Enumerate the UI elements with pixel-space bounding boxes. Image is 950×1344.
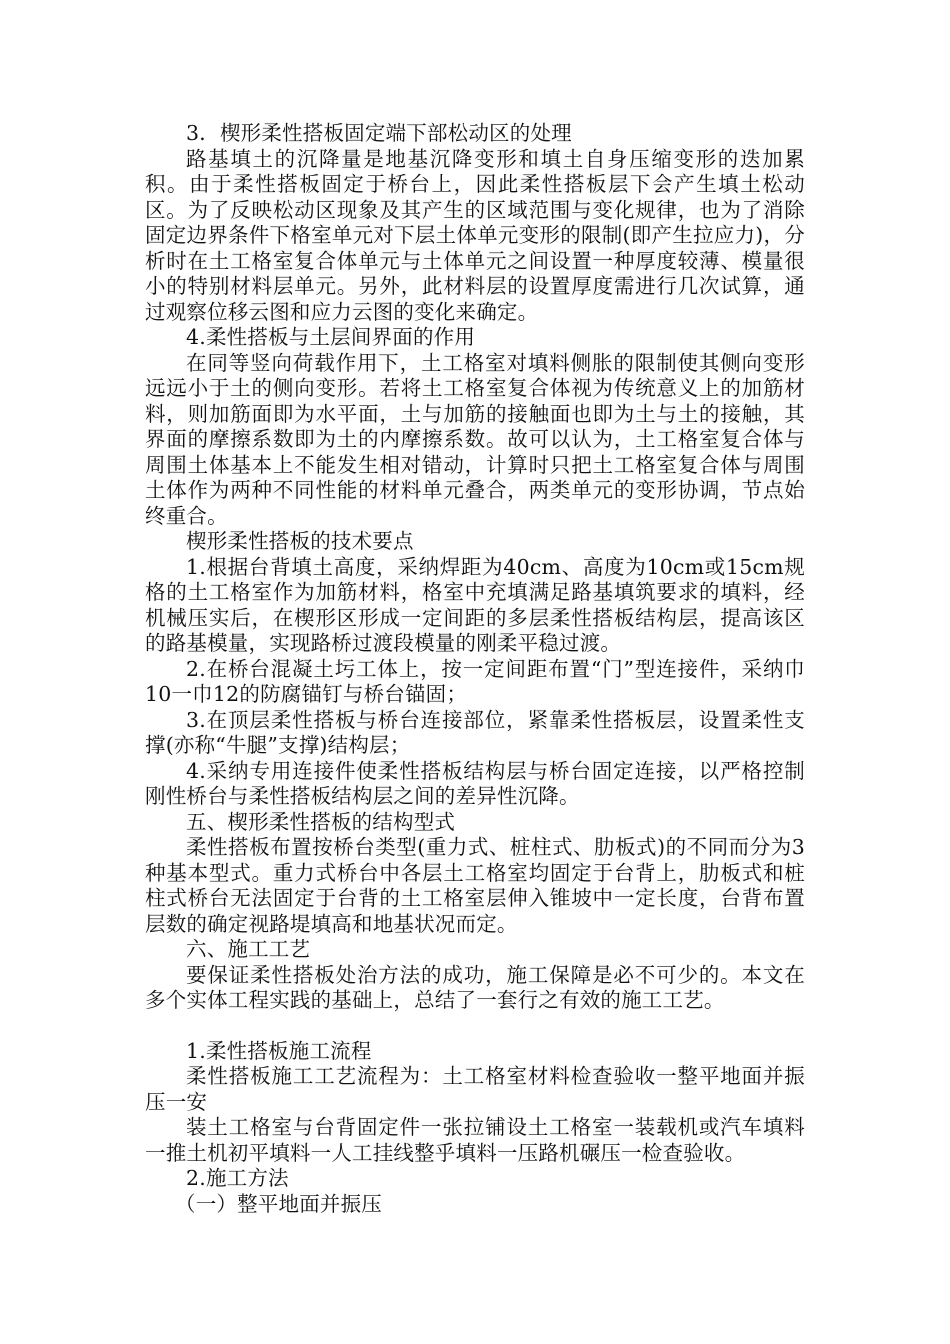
subsection-heading-flow: 1.柔性搭板施工流程 [186,1038,372,1063]
section-heading-6: 六、施工工艺 [186,937,311,961]
paragraph-flow-part-1: 柔性搭板施工工艺流程为：土工格室材料检查验收一整平地面并振压一安 [145,1064,805,1114]
section-heading-5: 五、楔形柔性搭板的结构型式 [186,809,456,834]
paragraph-loose-zone: 路基填土的沉降量是地基沉降变形和填土自身压缩变形的迭加累积。由于柔性搭板固定于桥台上，因此柔性搭板层下会产生填土松动区。为了反映松动区现象及其产生的区域范围与变化规律，也为了消除固定边界条件下格室单元对下层土体单元变形的限制(即产生拉应力)，分析时在土工格室复合体单元与土体单元之间设置一种厚度较薄、模量很小的特别材料层单元。另外，此材料层的设置厚度需进行几次试算，通过观察位移云图和应力云图的变化来确定。 [145,146,805,324]
subsection-heading-leveling: （一）整平地面并振压 [175,1191,382,1216]
tech-point-2: 2.在桥台混凝土圬工体上，按一定间距布置“门”型连接件，采纳巾10一巾12的防腐锚钉与桥台锚固； [145,656,805,706]
section-heading-4: 4.柔性搭板与土层间界面的作用 [186,325,476,349]
paragraph-structure-types: 柔性搭板布置按桥台类型(重力式、桩柱式、肋板式)的不同而分为3种基本型式。重力式桥台中各层土工格室均固定于台背上，肋板式和桩柱式桥台无法固定于台背的土工格室层伸入锥坡中一定长度，台背布置层数的确定视路堤填高和地基状况而定。 [145,835,805,936]
tech-point-1: 1.根据台背填土高度，采纳焊距为40cm、高度为10cm或15cm规格的土工格室作为加筋材料，格室中充填满足路基填筑要求的填料，经机械压实后，在楔形区形成一定间距的多层柔性搭板结构层，提高该区的路基模量，实现路桥过渡段模量的刚柔平稳过渡。 [145,554,805,655]
section-heading-tech-points: 楔形柔性搭板的技术要点 [186,529,414,553]
paragraph-flow-part-2: 装土工格室与台背固定件一张拉铺设土工格室一装载机或汽车填料一推土机初平填料一人工挂线整乎填料一压路机碾压一检查验收。 [145,1115,805,1165]
subsection-heading-method: 2.施工方法 [186,1166,289,1190]
section-heading-3: 3．楔形柔性搭板固定端下部松动区的处理 [186,121,572,145]
paragraph-interface: 在同等竖向荷载作用下，土工格室对填料侧胀的限制使其侧向变形远远小于土的侧向变形。若将土工格室复合体视为传统意义上的加筋材料，则加筋面即为水平面，土与加筋的接触面也即为土与土的接触，其界面的摩擦系数即为土的内摩擦系数。故可以认为，土工格室复合体与周围土体基本上不能发生相对错动，计算时只把土工格室复合体与周围土体作为两种不同性能的材料单元叠合，两类单元的变形协调，节点始终重合。 [145,350,805,528]
paragraph-construction-intro: 要保证柔性搭板处治方法的成功，施工保障是必不可少的。本文在多个实体工程实践的基础上，总结了一套行之有效的施工工艺。 [145,962,805,1012]
tech-point-4: 4.采纳专用连接件使柔性搭板结构层与桥台固定连接，以严格控制刚性桥台与柔性搭板结构层之间的差异性沉降。 [145,758,805,808]
document-body [145,121,805,1217]
blank-line [145,1014,805,1039]
tech-point-3: 3.在顶层柔性搭板与桥台连接部位，紧靠柔性搭板层，设置柔性支撑(亦称“牛腿”支撑)结构层； [145,707,805,757]
